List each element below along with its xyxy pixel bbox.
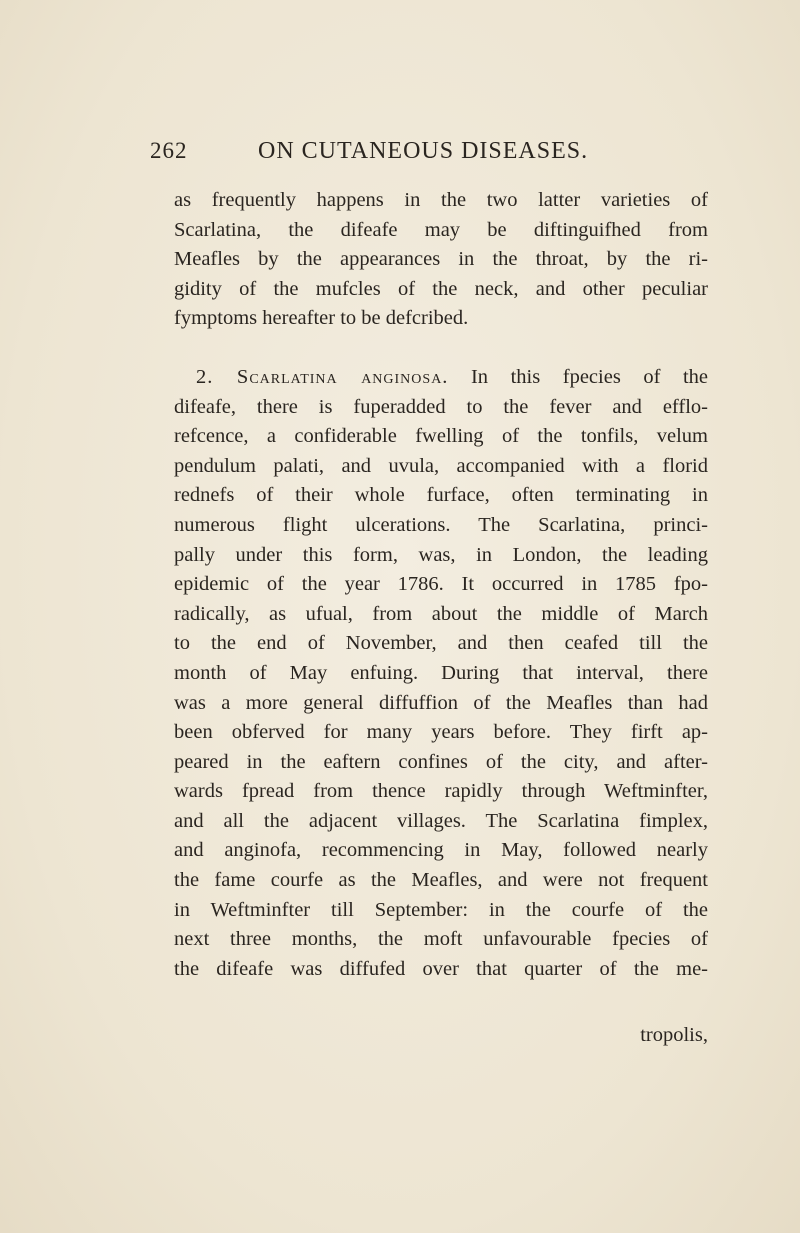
text-line: and anginofa, recommencing in May, followed nearly (174, 839, 708, 862)
text-line: rednefs of their whole furface, often terminating in (174, 484, 708, 507)
text-line: Meafles by the appearances in the throat, by the ri- (174, 248, 708, 271)
page-header (150, 138, 650, 178)
text-line: next three months, the moft unfavourable fpecies of (174, 928, 708, 951)
text-line: pendulum palati, and uvula, accompanied with a florid (174, 454, 708, 477)
text-line: month of May enfuing. During that interval, there (174, 661, 708, 684)
section-heading: 2. Scarlatina anginosa. (196, 365, 449, 388)
text-line: wards fpread from thence rapidly through Weftminfter, (174, 780, 708, 803)
text-line: peared in the eaftern confines of the city, and after- (174, 750, 708, 773)
catchword: tropolis, (640, 1024, 708, 1046)
text-line: to the end of November, and then ceafed till the (174, 632, 708, 655)
text-line: epidemic of the year 1786. It occurred in 1785 fpo- (174, 573, 708, 596)
page-number: 262 (150, 138, 188, 163)
text-line: the fame courfe as the Meafles, and were not frequent (174, 869, 708, 892)
text-line: fymptoms hereafter to be defcribed. (174, 307, 469, 330)
text-line: been obferved for many years before. They firft ap- (174, 721, 708, 744)
text-line: In this fpecies of the (470, 365, 709, 388)
paragraph-gap (174, 334, 708, 363)
text-line: in Weftminfter till September: in the courfe of the (174, 898, 708, 921)
text-line: refcence, a confiderable fwelling of the tonfils, velum (174, 425, 708, 448)
section-heading-line (174, 363, 708, 393)
text-line: difeafe, there is fuperadded to the fever and efflo- (174, 395, 708, 418)
text-line: as frequently happens in the two latter varieties of (174, 189, 708, 211)
text-line: pally under this form, was, in London, the leading (174, 543, 708, 566)
text-line: Scarlatina, the difeafe may be diftinguifhed from (174, 218, 708, 241)
text-line: was a more general diffuffion of the Meafles than had (174, 691, 708, 714)
text-line: radically, as ufual, from about the middle of March (174, 602, 708, 625)
text-line: numerous flight ulcerations. The Scarlatina, princi- (174, 513, 708, 536)
text-line: the difeafe was diffufed over that quarter of the me- (174, 957, 708, 980)
running-head: ON CUTANEOUS DISEASES. (258, 138, 589, 164)
text-line: gidity of the mufcles of the neck, and other peculiar (174, 277, 708, 300)
text-line: and all the adjacent villages. The Scarlatina fimplex, (174, 809, 708, 832)
body-text (174, 186, 708, 984)
